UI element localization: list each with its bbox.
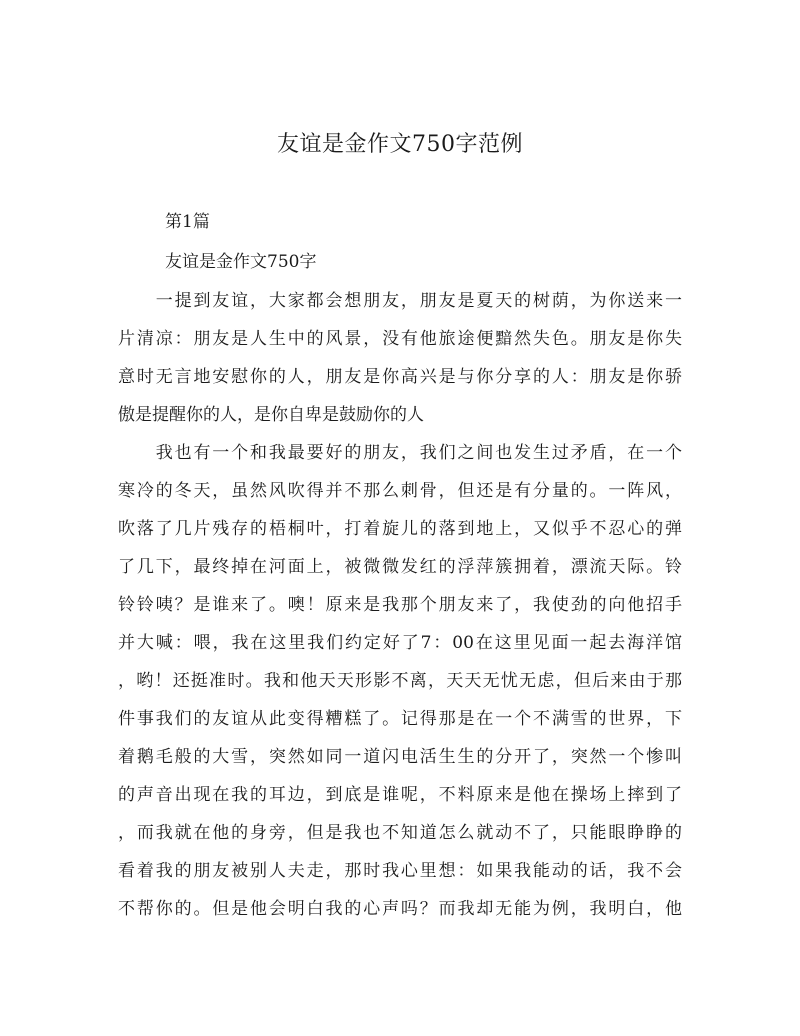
- paragraph-line: 的声音出现在我的耳边，到底是谁呢，不料原来是他在操场上摔到了: [118, 785, 682, 805]
- document-title: 友谊是金作文750字范例: [277, 132, 523, 157]
- paragraph-line: 意时无言地安慰你的人，朋友是你高兴是与你分享的人：朋友是你骄: [118, 367, 682, 387]
- paragraph-line: 吹落了几片残存的梧桐叶，打着旋儿的落到地上，又似乎不忍心的弹: [118, 519, 682, 539]
- paragraph-1: [118, 282, 682, 434]
- section-label: 第1篇: [165, 212, 210, 232]
- paragraph-line: 了几下，最终掉在河面上，被微微发红的浮萍簇拥着，漂流天际。铃: [118, 557, 682, 577]
- paragraph-2: [118, 434, 682, 928]
- paragraph-line: 铃铃咦？是谁来了。噢！原来是我那个朋友来了，我使劲的向他招手: [118, 595, 682, 615]
- paragraph-line: 着鹅毛般的大雪，突然如同一道闪电活生生的分开了，突然一个惨叫: [118, 747, 682, 767]
- paragraph-line: 并大喊：喂，我在这里我们约定好了7：00在这里见面一起去海洋馆: [118, 633, 682, 653]
- paragraph-line: 寒冷的冬天，虽然风吹得并不那么刺骨，但还是有分量的。一阵风，: [118, 481, 682, 501]
- paragraph-line: 我也有一个和我最要好的朋友，我们之间也发生过矛盾，在一个: [118, 443, 682, 463]
- paragraph-line: ，哟！还挺准时。我和他天天形影不离，天天无忧无虑，但后来由于那: [118, 671, 682, 691]
- paragraph-line: ，而我就在他的身旁，但是我也不知道怎么就动不了，只能眼睁睁的: [118, 823, 682, 843]
- paragraph-line: 傲是提醒你的人，是你自卑是鼓励你的人: [118, 405, 424, 425]
- paragraph-line: 不帮你的。但是他会明白我的心声吗？而我却无能为例，我明白，他: [118, 899, 682, 919]
- paragraph-line: 一提到友谊，大家都会想朋友，朋友是夏天的树荫，为你送来一: [118, 291, 682, 311]
- paragraph-line: 片清凉：朋友是人生中的风景，没有他旅途便黯然失色。朋友是你失: [118, 329, 682, 349]
- essay-subtitle: 友谊是金作文750字: [165, 252, 317, 272]
- paragraph-line: 件事我们的友谊从此变得糟糕了。记得那是在一个不满雪的世界，下: [118, 709, 682, 729]
- paragraph-line: 看着我的朋友被别人夫走，那时我心里想：如果我能动的话，我不会: [118, 861, 682, 881]
